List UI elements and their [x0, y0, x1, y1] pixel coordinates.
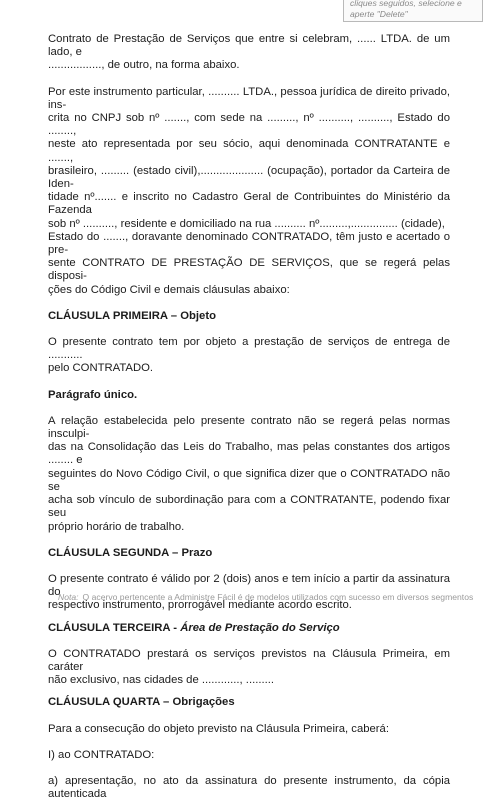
- tip-line-2: aperte "Delete": [350, 8, 408, 19]
- parties-paragraph: [48, 86, 450, 297]
- parties-line: tidade nº....... e inscrito no Cadastro Geral de Contribuintes do Ministério da Fazenda: [48, 191, 450, 217]
- clause-2-line: O presente contrato é válido por 2 (dois) anos e tem início a partir da assinatura do: [48, 572, 450, 599]
- paragraph-unico-line: próprio horário de trabalho.: [48, 520, 185, 533]
- parties-line: Por este instrumento particular, .......... LTDA., pessoa jurídica de direito privado, ins-: [48, 85, 450, 111]
- parties-line: brasileiro, ......... (estado civil),.................... (ocupação), portador da Carteira de Iden-: [48, 164, 450, 191]
- intro-line-1: Contrato de Prestação de Serviços que entre si celebram, ...... LTDA. de um lado, e: [48, 33, 450, 59]
- clause-3-line: O CONTRATADO prestará os serviços previstos na Cláusula Primeira, em caráter: [48, 647, 450, 673]
- clause-4-item-a: a) apresentação, no ato da assinatura do presente instrumento, da cópia autenticada: [48, 774, 450, 801]
- parties-line: Estado do ......., doravante denominado CONTRATADO, têm justo e acertado o pre-: [48, 230, 450, 257]
- paragraph-unico-title: Parágrafo único.: [48, 388, 138, 401]
- footer-text: O acervo pertencente a Administre Fácil é de modelos utilizados com sucesso em diversos segmentos: [82, 592, 474, 602]
- clause-1-line: pelo CONTRATADO.: [48, 362, 154, 375]
- clause-3-title-prefix: CLÁUSULA TERCEIRA -: [48, 621, 181, 634]
- clause-3-line: não exclusivo, nas cidades de ............, .........: [48, 674, 275, 687]
- contract-body: [48, 33, 450, 801]
- footer-note: [58, 592, 498, 602]
- paragraph-unico-line: acha sob vínculo de subordinação para com a CONTRATANTE, podendo fixar seu: [48, 494, 450, 520]
- footer-label: Nota:: [58, 592, 79, 602]
- clause-4-item-i: I) ao CONTRATADO:: [48, 748, 155, 761]
- clause-1-line: O presente contrato tem por objeto a prestação de serviços de entrega de ...........: [48, 336, 450, 362]
- clause-4-title: CLÁUSULA QUARTA – Obrigações: [48, 696, 235, 709]
- clause-3-title: [48, 622, 450, 635]
- parties-line: neste ato representada por seu sócio, aqui denominada CONTRATANTE e .......,: [48, 138, 450, 164]
- clause-4-line: Para a consecução do objeto previsto na Cláusula Primeira, caberá:: [48, 722, 389, 735]
- parties-line: sente CONTRATO DE PRESTAÇÃO DE SERVIÇOS, que se regerá pelas disposi-: [48, 257, 450, 283]
- delete-tip-note: [343, 0, 483, 22]
- intro-line-2: ................., de outro, na forma abaixo.: [48, 59, 240, 72]
- clause-1-title: CLÁUSULA PRIMEIRA – Objeto: [48, 309, 216, 322]
- paragraph-unico-line: A relação estabelecida pelo presente contrato não se regerá pelas normas insculpi-: [48, 414, 450, 441]
- clause-2-line: respectivo instrumento, prorrogável mediante acordo escrito.: [48, 599, 352, 612]
- tip-line-1: cliques seguidos, selecione e: [350, 0, 462, 8]
- paragraph-unico-line: das na Consolidação das Leis do Trabalho, mas pelas constantes dos artigos ........ e: [48, 441, 450, 467]
- clause-3-title-italic: Área de Prestação do Serviço: [180, 621, 340, 634]
- paragraph-unico-line: seguintes do Novo Código Civil, o que significa dizer que o CONTRATADO não se: [48, 467, 450, 493]
- clause-2-title: CLÁUSULA SEGUNDA – Prazo: [48, 546, 213, 559]
- parties-line: sob nº .........., residente e domiciliado na rua .......... nº.........,............... (cidade),: [48, 217, 445, 230]
- parties-line: crita no CNPJ sob nº ......., com sede na ........., nº .........., .........., Estado do ........,: [48, 112, 450, 138]
- parties-line: ções do Código Civil e demais cláusulas abaixo:: [48, 283, 290, 296]
